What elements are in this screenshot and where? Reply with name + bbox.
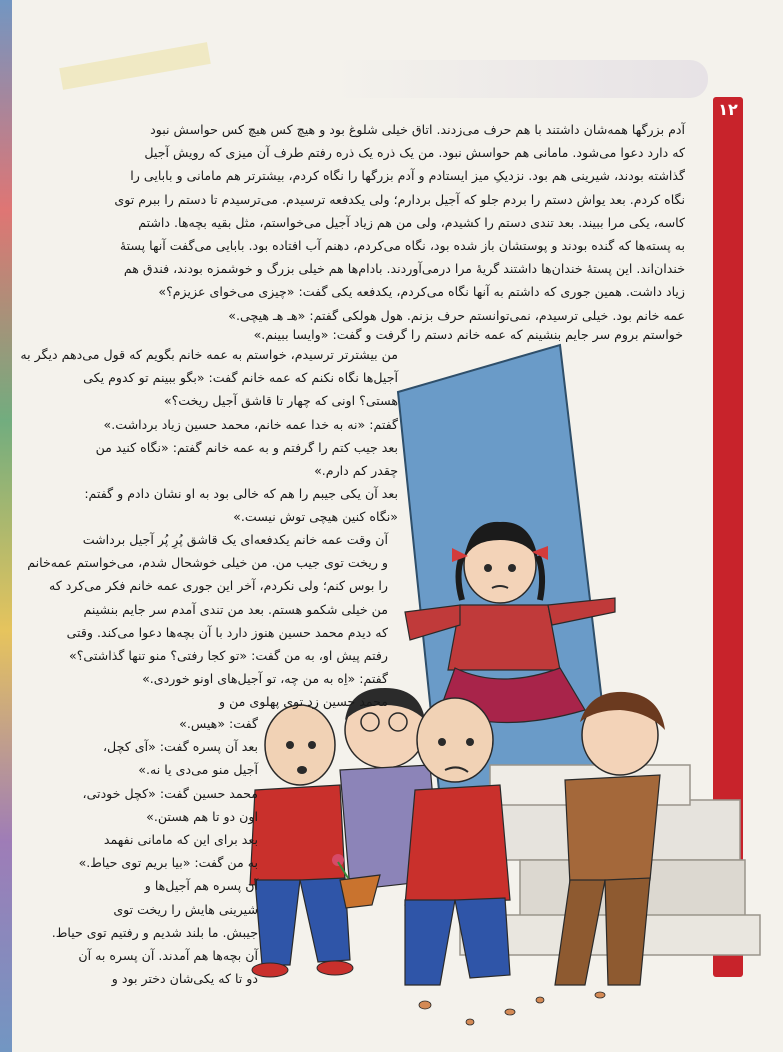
text-line: را بوس کنم؛ ولی نکردم، آخر این جوری عمه خانم فکر می‌کرد که (48, 578, 388, 594)
text-line: «نگاه کنین هیچی توش نیست.» (233, 509, 398, 525)
paragraph-mid (27, 528, 388, 714)
text-line: آن پسره هم آجیل‌ها و (144, 878, 258, 894)
text-line: که دیدم محمد حسین هنوز دارد با آن بچه‌ها دعوا می‌کند. وقتی (66, 624, 388, 640)
text-line: آجیل منو می‌دی یا نه.» (138, 762, 258, 778)
text-line: که دارد دعوا می‌شود. مامانی هم حواسش نبود. من یک ذره یک ذره رفتم طرف آن میزی که رویش آجیل (144, 145, 685, 161)
text-line: شیرینی هایش را ریخت توی (113, 901, 258, 917)
paragraph-low (51, 712, 258, 990)
paragraph-top (95, 118, 685, 327)
pebbles (419, 992, 605, 1025)
text-line: محمد حسین زد توی پهلوی من و (218, 694, 388, 710)
text-line: چقدر کم دارم.» (314, 463, 398, 479)
text-line: هستی؟ اونی که چهار تا قاشق آجیل ریخت؟» (163, 393, 398, 409)
text-line: خندان‌اند. این پستهٔ خندان‌ها داشتند گریهٔ مرا درمی‌آوردند. بادام‌ها هم خیلی بزرگ و خوشمزه بودند، فندق هم (123, 261, 685, 277)
text-line: به من گفت: «بیا بریم توی حیاط.» (78, 855, 258, 871)
text-line: بعد آن یکی جیبم را هم که خالی بود به او نشان دادم و گفتم: (84, 486, 398, 502)
text-line: آدم بزرگها همه‌شان داشتند با هم حرف می‌زدند. اتاق خیلی شلوغ بود و هیچ کس هیچ کس حواسش نبود (150, 122, 685, 137)
text-line: بعد آن پسره گفت: «آی کچل، (102, 739, 258, 755)
text-line: و ریخت توی جیب من. من خیلی خوشحال شدم، می‌خواستم عمه‌خانم (27, 555, 388, 571)
text-line: گفتم: «اِه به من چه، تو آجیل‌های اونو خوردی.» (142, 671, 388, 687)
text-line: گفت: «هیس.» (179, 716, 258, 731)
text-line: دو تا که یکی‌شان دختر بود و (111, 971, 258, 987)
text-line: خواستم بروم سر جایم بنشینم که عمه خانم دستم را گرفت و گفت: «وایسا ببینم.» (253, 327, 683, 342)
text-line: آن وقت عمه خانم یکدفعه‌ای یک قاشق پُرِ پُر آجیل برداشت (82, 532, 388, 547)
page-number: ۱۲ (718, 100, 738, 119)
bald-boy-left (250, 705, 353, 977)
text-line: من بیشترتر ترسیدم، خواستم به عمه خانم بگویم که قول می‌دهم دیگر به (20, 347, 398, 362)
text-line: آن بچه‌ها هم آمدند. آن پسره به آن (78, 948, 258, 964)
text-line: جیبش. ما بلند شدیم و رفتیم توی حیاط. (51, 924, 258, 940)
text-line: آجیل‌ها نگاه نکنم که عمه خانم گفت: «بگو ببینم تو کدوم یکی (83, 370, 398, 386)
paragraph-narrow (20, 343, 398, 529)
text-line: بعد برای این که مامانی نفهمد (103, 832, 258, 848)
text-line: اون دو تا هم هستن.» (146, 808, 258, 824)
text-line: من خیلی شکمو هستم. بعد من تندی آمدم سر جایم بنشینم (83, 601, 388, 617)
text-line: رفتم پیش او، به من گفت: «تو کجا رفتی؟ منو تنها گذاشتی؟» (69, 648, 388, 664)
text-line: بعد جیب کتم را گرفتم و به عمه خانم گفتم: «نگاه کنید من (95, 439, 398, 455)
text-line: کاسه، یکی مرا ببیند. بعد تندی دستم را کشیدم، ولی من هم زیاد آجیل می‌خواستم، مثل بقیه بچه‌ها. داشتم (138, 214, 685, 230)
text-line: عمه خانم بود. خیلی ترسیدم، نمی‌توانستم حرف بزنم. هول هولکی گفتم: «هـ هـ هیچی.» (228, 307, 685, 323)
text-line: گذاشته بودند، شیرینی هم بود. نزدیکِ میز ایستادم و آدم بزرگها را نگاه کردم، بیشترتر هم مامانی و بابایی را (130, 168, 685, 184)
text-line: محمد حسین گفت: «کچل خودتی، (82, 785, 258, 801)
text-line: گفتم: «نه به خدا عمه خانم، محمد حسین زیاد برداشت.» (103, 416, 398, 432)
text-line: زیاد داشت. همین جوری که داشتم به آنها نگاه می‌کردم، یکدفعه یکی گفت: «چیزی می‌خوای عزیزم؟» (158, 284, 685, 300)
text-line: به پسته‌ها که گنده بودند و پوستشان باز شده بود، نگاه می‌کردم، دهنم آب افتاده بود. بابایی می‌گفت آنها پستهٔ (119, 238, 685, 254)
text-line: نگاه کردم. بعد یواش دستم را بردم جلو که آجیل بردارم؛ ولی یکدفعه ترسیدم. می‌ترسیدم تا دستم را ببرم توی (114, 191, 685, 207)
